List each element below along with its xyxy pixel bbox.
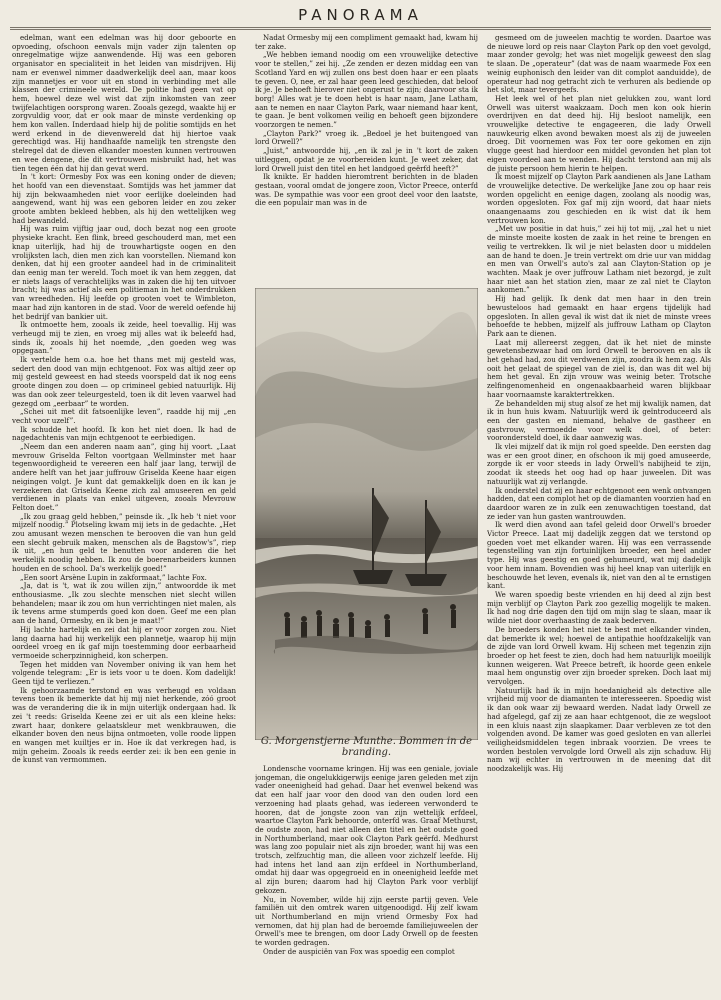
paragraph: Ik ontmoette hem, zooals ik zeide, heel toevallig. Hij was verheugd mij te zien, en vroeg mij alles wat ik beleefd had, sinds ik, zooals hij het noemde, „den goeden weg was opgegaan.” [12,320,236,356]
header-rule [10,27,711,28]
paragraph: Onder de auspiciën van Fox was spoedig een complot [263,946,455,956]
column-left [12,34,236,994]
paragraph: Hij was ruim vijftig jaar oud, doch bezat nog een groote physieke kracht. Een flink, breed geschouderd man, met een knap uiterlijk, had hij de trouwhartigste oogen en den vrolijksten lach, dien men zich kan voorstellen. Niemand kon denken, dat hij een grooter aandeel had in de criminaliteit dan eenig man ter wereld. Toch moet ik van hem zeggen, dat er niets laags of verachtelijks was in zaken die hij ten uitvoer bracht; hij was actief als een politieman in het onderdrukken van wreedheden. Hij leefde op grooten voet te Wimbleton, maar had zijn kantoren in de stad. Voor de wereld oefende hij het bedrijf van bankier uit. [12,224,236,321]
painting-figure [255,288,478,758]
paragraph: Hij lachte hartelijk en zei dat hij er voor zorgen zou. Niet lang daarna had hij werkelijk een plannetje, waarop hij mijn oordeel vroeg en ik gaf mijn toestemming door eerbaarheid vermoeide scherpzinnigheid, kon scherpen. [12,624,236,660]
paragraph: „Schei uit met dit fatsoenlijke leven”, raadde hij mij „en vecht voor uzelf”. [12,407,236,425]
paragraph: „We hebben iemand noodig om een vrouwelijke detective voor te stellen,” zei hij. „Ze zenden er dezen middag een van Scotland Yard en wij zullen ons best doen haar er een plaats te geven. O, nee, er zal haar geen leed geschieden, dat beloof ik je. Je behoeft hierover niet ongerust te zijn; daarvoor sta ik borg! Alles wat je te doen hebt is haar naam, Jane Latham, aan te nemen en naar Clayton Park, waar niemand haar kent, te gaan. Je bent volkomen veilig en behoeft geen bijzondere voorzorgen te nemen.” [255,50,478,130]
paragraph: Ik onderstel dat zij en haar echtgenoot een wenk ontvangen hadden, dat een complot het op de diamanten voorzien had en daardoor waren ze in zulk een zenuwachtigen toestand, dat ze ieder van hun gasten wantrouwden. [487,485,711,521]
header-rule-2 [10,29,711,30]
paragraph: Ik vertelde hem o.a. hoe het thans met mij gesteld was, sedert den dood van mijn echtgenoot. Fox was altijd zeer op mij gesteld geweest en had steeds voorspeld dat ik nog eens groote dingen zou doen — op crimineel gebied natuurlijk. Hij was dan ook zeer teleurgesteld, toen ik dit leven vaarwel had gezegd om „eerbaar” te worden. [12,355,236,408]
column-middle-top [255,34,478,282]
column-middle-bottom [255,765,478,994]
paragraph: „Ja, dat is 't, wat ik zou willen zijn,” antwoordde ik met enthousiasme. „Ik zou slechte menschen niet slecht willen behandelen; maar ik zou om hun verrichtingen niet malen, als ik tevens arme stumperds goed kon doen. Geef me een plan aan de hand, Ormesby, en ik ben je maat!” [12,581,236,626]
paragraph: Ik gehoorzaamde terstond en was verheugd en voldaan tevens toen ik bemerkte dat hij mij niet herkende, zóó groot was de verandering die ik in mijn uiterlijk ondergaan had. Ik zei 't reeds: Griselda Keene zei er uit als een kleine heks: zwart haar, donkere gelaatskleur met wenkbrauwen, die elkander boven den neus bijna ontmoeten, volle roode lippen en wangen met kuiltjes er in. Hoe ik dat verkregen had, is mijn geheim. Zooals ik reeds eerder zei: ik ben een genie in de kunst van vermommen. [12,685,236,765]
paragraph: „Een soort Arsène Lupin in zakformaat,” lachte Fox. [20,572,207,582]
paragraph: Nadat Ormesby mij een compliment gemaakt had, kwam hij ter zake. [255,34,478,51]
paragraph: Ik schudde het hoofd. Ik kon het niet doen. Ik had de nagedachtenis van mijn echtgenoot te eerbiedigen. [12,424,236,443]
paragraph: Ik knikte. Er hadden hieromtrent berichten in de bladen gestaan, vooral omdat de jongere zoon, Victor Preece, onterfd was. De sympathie was voor een groot deel voor den laatste, die een populair man was in de [255,172,478,208]
paragraph: Londensche voorname kringen. Hij was een geniale, joviale jongeman, die ongelukkigerwijs eenige jaren geleden met zijn vader oneenigheid had gehad. Daar het evenwel bekend was dat een half jaar voor den dood van den ouden lord een verzoening had plaats gehad, was iedereen verwonderd te hooren, dat de jongste zoon van zijn wettelijk erfdeel, waartoe Clayton Park behoorde, onterfd was. Graaf Methurst, de oudste zoon, had niet alleen den titel en het oudste goed in Northumberland, maar ook Clayton Park geërfd. Medhurst was lang zoo populair niet als zijn broeder, want hij was een trotsch, zelfzuchtig man, die alleen voor zichzelf leefde. Hij had intens het land aan zijn erfdeel in Northumberland, omdat hij daar was opgegroeid en in oneenigheid leefde met al zijn buren; daarom had hij Clayton Park voor verblijf gekozen. [255,765,478,895]
paragraph: Hij had gelijk. Ik denk dat men haar in den trein bewusteloos had gemaakt en haar ergens tijdelijk had opgesloten. In allen geval ik wist dat ik niet de minste vrees behoefde te hebben, mijzelf als juffrouw Latham op Clayton Park aan te dienen. [487,294,711,338]
paragraph: We waren spoedig beste vrienden en hij deed al zijn best mijn verblijf op Clayton Park zoo gezellig mogelijk te maken. Ik had nog drie dagen den tijd om mijn slag te slaan, maar ik wilde niet door overhaasting de zaak bederven. [487,590,711,626]
paragraph: Natuurlijk had ik in mijn hoedanigheid als detective alle vrijheid mij voor de diamanten te interesseeren. Spoedig wist ik dan ook waar zij bewaard werden. Nadat lady Orwell ze had afgelegd, gaf zij ze aan haar echtgenoot, die ze wegsloot in een kluis naast zijn slaapkamer. Daar verbleven ze tot den volgenden avond. De kamer was goed gesloten en van allerlei veiligheidsmiddelen tegen inbraak voorzien. De vrees te worden bestolen vervolgde lord Orwell als zijn schaduw. Hij nam wij echter in vertrouwen in de meening dat dit noodzakelijk was. Hij [487,685,711,774]
painting-illustration [255,288,478,740]
paragraph: „Met uw positie in dat huis,” zei hij tot mij, „zal het u niet de minste moeite kosten de zaak in het reine te brengen en veilig te vertrekken. Ik wil je niet belasten door u middelen aan de hand te doen. Je trein vertrekt om drie uur van middag en men van Orwell's auto's zal aan Clayton-Station op je wachten. Maak je over juffrouw Latham niet bezorgd, je zult haar niet aan het station zien, maar ze zal niet te Clayton aankomen.” [487,224,711,295]
paragraph: Tegen het midden van November oniving ik van hem het volgende telegram: „Er is iets voor u te doen. Kom dadelijk! Geen tijd te verliezen.” [12,659,236,687]
paragraph: Ik werd dien avond aan tafel geleid door Orwell's broeder Victor Preece. Laat mij dadelijk zeggen dat we terstond op goeden voet met elkander waren. Hij was een verrassende tegenstelling van zijn fortuinlijken broeder, een heel ander type. Hij was geestig en goed gehumeurd, wat mij dadelijk voor hem innam. Bovendien was hij heel knap van uiterlijk en beschouwde het leven, evenals ik, niet van den al te ernstigen kant. [487,520,711,591]
paragraph: „Ik zou graag geld hebben,” peinsde ik. „Ik heb 't niet voor mijzelf noodig.” Plotseling kwam mij iets in de gedachte. „Het zou amusant wezen menschen te berooven die van hun geld een slecht gebruik maken, menschen als de Bagstow's”, riep ik uit, „en hun geld te benutten voor anderen die het werkelijk noodig hebben. Ik zou de boerenarbeiders kunnen houden en de school. Da's werkelijk goed!” [12,511,236,573]
paragraph: Ik vlei mijzelf dat ik mijn rol goed speelde. Den eersten dag was er een groot diner, en ofschoon ik mij goed amuseerde, zorgde ik er voor steeds in lady Orwell's nabijheid te zijn, zoodat ik steeds het oog had op haar juweelen. Dit was natuurlijk wat zij verlangde. [487,442,711,486]
paragraph: De broeders konden het niet te best met elkander vinden, dat bemerkte ik wel; hoewel de antipathie hoofdzakelijk van de zijde van lord Orwell kwam. Hij scheen met tegenzin zijn broeder op het feest te zien, doch had hem natuurlijk moeilijk kunnen weigeren. Wat Preece betreft, ik hoorde geen enkele maal hem ongunstig over zijn broeder spreken. Doch laat mij vervolgen. [487,624,711,687]
paragraph: gesmeed om de juweelen machtig te worden. Daartoe was de nieuwe lord op reis naar Clayton Park op den voet gevolgd, maar zonder gevolg; het was niet mogelijk geweest den slag te slaan. De „operateur” (dat was de naam waarmede Fox een weinig euphonisch den leider van dit complot aanduidde), de operateur had nog getracht zich te verhuren als bediende op het slot, maar tevergeefs. [487,34,711,95]
column-right [487,34,711,994]
paragraph: „Juist,” antwoordde hij, „en ik zal je in 't kort de zaken uitleggen, opdat je ze voorbereiden kunt. Je weet zeker, dat lord Orwell juist den titel en het landgoed geërfd heeft?” [255,146,478,173]
paragraph: edelman, want een edelman was hij door geboorte en opvoeding, ofschoon eenvals mijn vader zijn talenten op onregelmatige wijze aanwendende. Hij was een geboren organisator en specialiteit in het leiden van misdrijven. Hij nam er evenwel nimmer daadwerkelijk deel aan, maar koos zijn mannetjes er voor uit en stond in verbinding met alle klassen der crimineele wereld. De politie had geen vat op hem, hoewel deze wel wist dat zijn inkomsten van zeer twijfelachtigen oorsprong waren. Zooals gezegd, waakte hij er zorgvuldig voor, dat er ook maar de minste verdenking op hem kon vallen. Inderdaad hielp hij de politie somtijds en het werd erkend in de dievenwereld dat hij hiertoe vaak gerechtigd was. Hij handhaafde namelijk ten strengste den stelregel dat de dieven elkander moesten kunnen vertrouwen en wee dengene, die dit vertrouwen misbruikt had, het was tien tegen één dat hij dan gevat werd. [12,34,236,173]
paragraph: Ik moest mijzelf op Clayton Park aandienen als Jane Latham de vrouwelijke detective. De werkelijke Jane zou op haar reis worden opgelicht en eenige dagen, zoolang als noodig was, worden opgesloten. Fox gaf mij zijn woord, dat haar niets onaangenaams zou geschieden en ik wist dat ik hem vertrouwen kon. [487,172,711,225]
figure-caption: G. Morgenstjerne Munthe. Bommen in de branding. [260,736,473,758]
paragraph: Het leek wel of het plan niet gelukken zou, want lord Orwell was uiterst waakzaam. Doch men kon ook hierin overdrijven en dat deed hij. Hij besloot namelijk, een vrouwelijke detective te engageeren, die lady Orwell nauwkeurig elken avond bewaken moest als zij de juweelen droeg. Dit voornemen was Fox ter oore gekomen en zijn vlugge geest had hierdoor een middel gevonden het plan tot eigen voordeel aan te wenden. Hij dacht terstond aan mij als de juiste persoon hem hierin te helpen. [487,93,711,173]
paragraph: Ze behandelden mij stug alsof ze het mij kwalijk namen, dat ik in hun huis kwam. Natuurlijk werd ik geïntroduceerd als een der gasten en niemand, behalve de gastheer en gastvrouw, vermoedde voor welk doel, of beter: voorondersteld doel, ik daar aanwezig was. [487,398,711,443]
paragraph: „Neem dan een anderen naam aan”, ging hij voort. „Laat mevrouw Griselda Felton voortgaan Wellminster met haar tegenwoordigheid te vereeren een half jaar lang, terwijl de andere helft van het jaar juffrouw Griselda Keene haar eigen neigingen volgt. Je kunt dat gemakkelijk doen en ik kan je verzekeren dat Griselda Keene zich zal amuseeren en geld verdienen in plaats van enkel uitgeven, zooals Mevrouw Felton doet.” [12,442,236,512]
paragraph: Laat mij allereerst zeggen, dat ik het niet de minste gewetensbezwaar had om lord Orwell te berooven en als ik het gehad had, zou dit verdwenen zijn, zoodra ik hem zag. Als ooit het gelaat de spiegel van de ziel is, dan was dit wel bij hem het geval. En zijn vrouw was weinig beter. Trotsche zelfingenomenheid en ongenaakbaarheid waren blijkbaar haar voornaamste karaktertrekken. [487,337,711,399]
paragraph: Nu, in November, wilde hij zijn eerste partij geven. Vele familiën uit den omtrek waren uitgenoodigd. Hij zelf kwam uit Northumberland en mijn vriend Ormesby Fox had vernomen, dat hij plan had de beroemde familiejuweelen der Orwell's mee te brengen, om door Lady Orwell op de feesten te worden gedragen. [255,894,478,948]
paragraph: „Clayton Park?” vroeg ik. „Bedoel je het buitengoed van lord Orwell?” [255,128,478,147]
page-header: PANORAMA [298,6,423,24]
paragraph: In 't kort: Ormesby Fox was een koning onder de dieven; het hoofd van een dievenstaat. Somtijds was het jammer dat hij zijn bekwaamheden niet voor eerlijke doeleinden had aangewend, want hij was een geboren leider en zou zeker groote ambten bekleed hebben, als hij den wettelijken weg had bewandeld. [12,172,236,225]
